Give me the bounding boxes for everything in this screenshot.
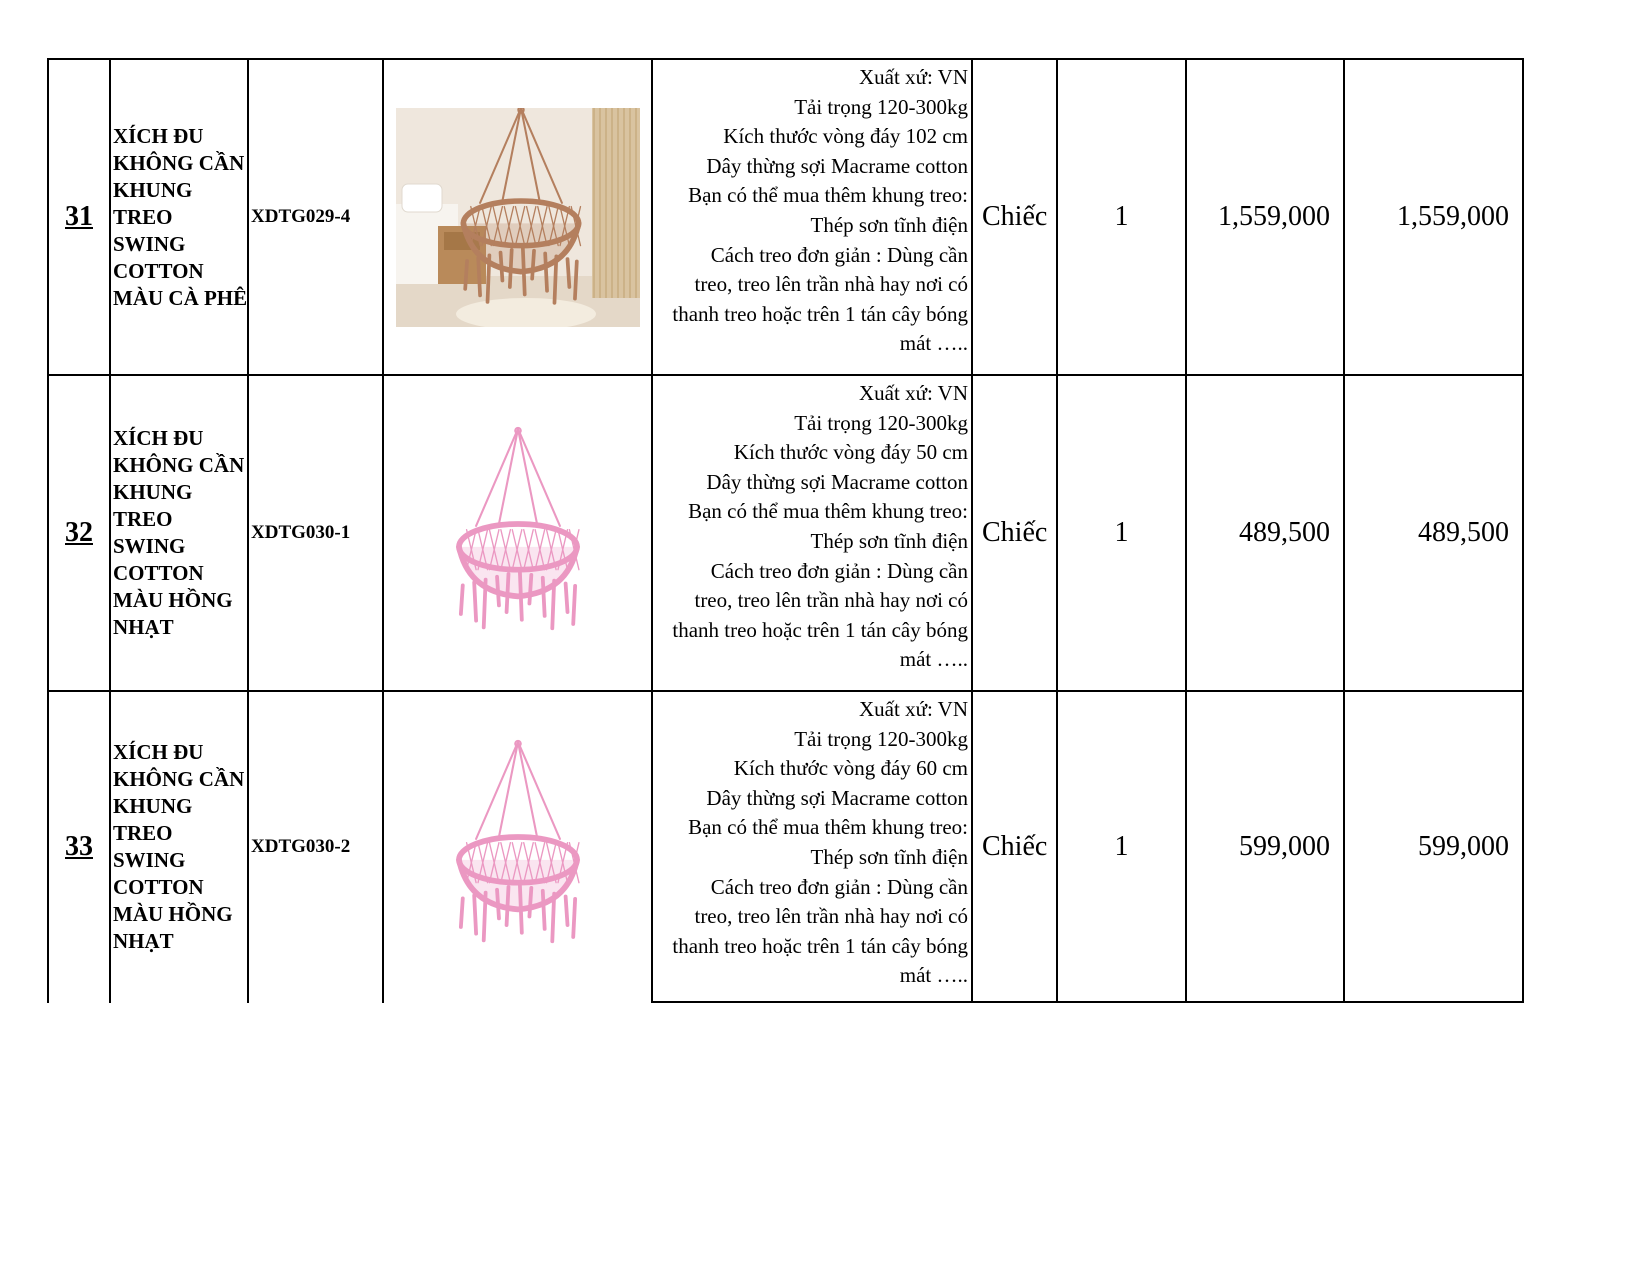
grid-vline [1522,58,1524,1003]
quantity: 1 [1114,201,1129,232]
grid-vline [651,58,653,1003]
table-row [48,59,1614,375]
description-line: mát ….. [899,331,968,356]
description-line: treo, treo lên trần nhà hay nơi có [694,904,968,929]
description-line: Thép sơn tĩnh điện [810,212,968,237]
description-line: Cách treo đơn giản : Dùng cần [710,558,968,583]
description-line: Kích thước vòng đáy 50 cm [733,440,968,465]
pink-macrame-swing-chair-photo [396,737,640,956]
table-row [48,375,1614,691]
grid-vline [109,58,111,1003]
pink-macrame-swing-chair-photo [396,424,640,643]
unit-price: 1,559,000 [1218,201,1330,232]
quantity: 1 [1114,830,1129,862]
grid-vline [382,58,384,1003]
description-line: Xuất xứ: VN [859,697,968,721]
item-number: 32 [65,517,93,548]
unit: Chiếc [982,517,1048,548]
description-line: Cách treo đơn giản : Dùng cần [710,874,968,899]
description-line: thanh treo hoặc trên 1 tán cây bóng [672,301,968,326]
description-line: Xuất xứ: VN [859,65,968,89]
grid-vline [247,58,249,1003]
product-image-cell [383,59,652,375]
description-line: Bạn có thể mua thêm khung treo: [688,183,968,208]
grid-vline [47,58,49,1003]
product-name-cell [110,691,248,1002]
description-line: Thép sơn tĩnh điện [810,528,968,553]
grid-hline [47,374,1524,376]
grid-vline [1056,58,1058,1003]
quantity: 1 [1114,517,1129,548]
description-line: Kích thước vòng đáy 60 cm [733,756,968,781]
description-line: Thép sơn tĩnh điện [810,844,968,869]
description-line: thanh treo hoặc trên 1 tán cây bóng [672,617,968,642]
product-code: XDTG029-4 [251,206,351,227]
line-total: 599,000 [1418,830,1509,862]
description-line: Kích thước vòng đáy 102 cm [723,124,968,149]
product-price-table [48,59,1614,1044]
description-line: Tải trọng 120-300kg [794,726,968,751]
product-name-cell [110,59,248,375]
description-line: Bạn có thể mua thêm khung treo: [688,815,968,840]
description-line: Dây thừng sợi Macrame cotton [706,153,968,178]
product-image-cell [383,691,652,1002]
brown-macrame-swing-chair-photo [396,108,640,327]
line-total: 1,559,000 [1397,201,1509,232]
unit-price: 599,000 [1239,830,1330,862]
item-number: 31 [65,201,93,232]
grid-hline [651,1001,1524,1003]
product-name: XÍCH ĐU KHÔNG CẦN KHUNG TREO SWING COTTON MÀU CÀ PHÊ [113,123,248,310]
product-name: XÍCH ĐU KHÔNG CẦN KHUNG TREO SWING COTTON MÀU HỒNG NHẠT [113,739,245,953]
description-line: Tải trọng 120-300kg [794,94,968,119]
table-row [48,691,1614,1002]
description-line: mát ….. [899,963,968,988]
product-description [652,375,972,691]
description-line: Dây thừng sợi Macrame cotton [706,785,968,810]
unit: Chiếc [982,830,1048,862]
description-line: Bạn có thể mua thêm khung treo: [688,499,968,524]
product-code: XDTG030-1 [251,522,351,543]
grid-vline [1185,58,1187,1003]
description-line: Xuất xứ: VN [859,381,968,405]
description-line: treo, treo lên trần nhà hay nơi có [694,588,968,613]
description-line: Cách treo đơn giản : Dùng cần [710,242,968,267]
description-line: thanh treo hoặc trên 1 tán cây bóng [672,933,968,958]
item-number: 33 [65,830,93,862]
product-image-cell [383,375,652,691]
description-line: treo, treo lên trần nhà hay nơi có [694,272,968,297]
unit: Chiếc [982,201,1048,232]
grid-hline [47,690,1524,692]
product-name: XÍCH ĐU KHÔNG CẦN KHUNG TREO SWING COTTON MÀU HỒNG NHẠT [113,426,245,639]
grid-vline [1343,58,1345,1003]
description-line: Dây thừng sợi Macrame cotton [706,469,968,494]
product-code: XDTG030-2 [251,835,351,857]
product-description [652,59,972,375]
description-line: mát ….. [899,647,968,672]
unit-price: 489,500 [1239,517,1330,548]
product-name-cell [110,375,248,691]
grid-hline [47,58,1524,60]
line-total: 489,500 [1418,517,1509,548]
grid-vline [971,58,973,1003]
description-line: Tải trọng 120-300kg [794,410,968,435]
product-description [652,691,972,1002]
